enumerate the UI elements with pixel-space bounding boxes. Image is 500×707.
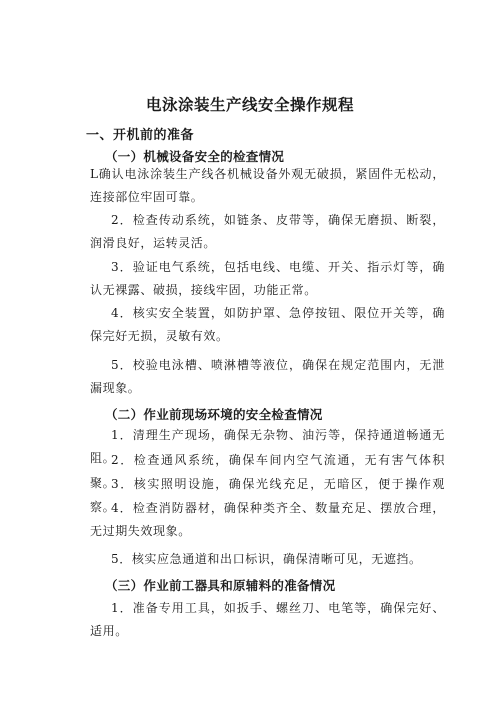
paragraph-environment-item-3: 3．核实照明设施，确保光线充足，无暗区，便于操作观察。 xyxy=(90,477,445,514)
paragraph-machinery-item-5: 5．校验电泳槽、喷淋槽等液位，确保在规定范围内，无泄漏现象。 xyxy=(90,358,445,395)
paragraph-environment-item-4: 4．检查消防器材，确保种类齐全、数量充足、摆放合理，无过期失效现象。 xyxy=(90,501,445,538)
paragraph-machinery-item-3: 3．验证电气系统，包括电线、电缆、开关、指示灯等，确认无裸露、破损，接线牢固，功能正常。 xyxy=(90,260,445,297)
section-heading-preparation: 一、开机前的准备 xyxy=(86,128,195,143)
subsection-heading-environment-check: （二）作业前现场环境的安全检查情况 xyxy=(105,407,323,422)
paragraph-environment-item-5: 5．核实应急通道和出口标识，确保清晰可见，无遮挡。 xyxy=(111,552,422,566)
paragraph-machinery-item-4: 4．核实安全装置，如防护罩、急停按钮、限位开关等，确保完好无损，灵敏有效。 xyxy=(90,306,445,343)
paragraph-machinery-item-1: L确认电泳涂装生产线各机械设备外观无破损，紧固件无松动，连接部位牢固可靠。 xyxy=(90,167,445,204)
paragraph-tools-item-1: 1．准备专用工具，如扳手、螺丝刀、电笔等，确保完好、适用。 xyxy=(90,601,445,638)
subsection-heading-machinery-check: （一）机械设备安全的检查情况 xyxy=(105,149,285,164)
paragraph-environment-item-2: 2．检查通风系统，确保车间内空气流通，无有害气体积聚。 xyxy=(90,453,445,490)
paragraph-environment-item-1: 1．清理生产现场，确保无杂物、油污等，保持通道畅通无阻。 xyxy=(90,428,445,465)
document-title: 电泳涂装生产线安全操作规程 xyxy=(145,96,354,114)
subsection-heading-tools-materials: （三）作业前工器具和原辅料的准备情况 xyxy=(105,578,336,593)
paragraph-machinery-item-2: 2．检查传动系统，如链条、皮带等，确保无磨损、断裂，润滑良好，运转灵活。 xyxy=(90,213,445,250)
